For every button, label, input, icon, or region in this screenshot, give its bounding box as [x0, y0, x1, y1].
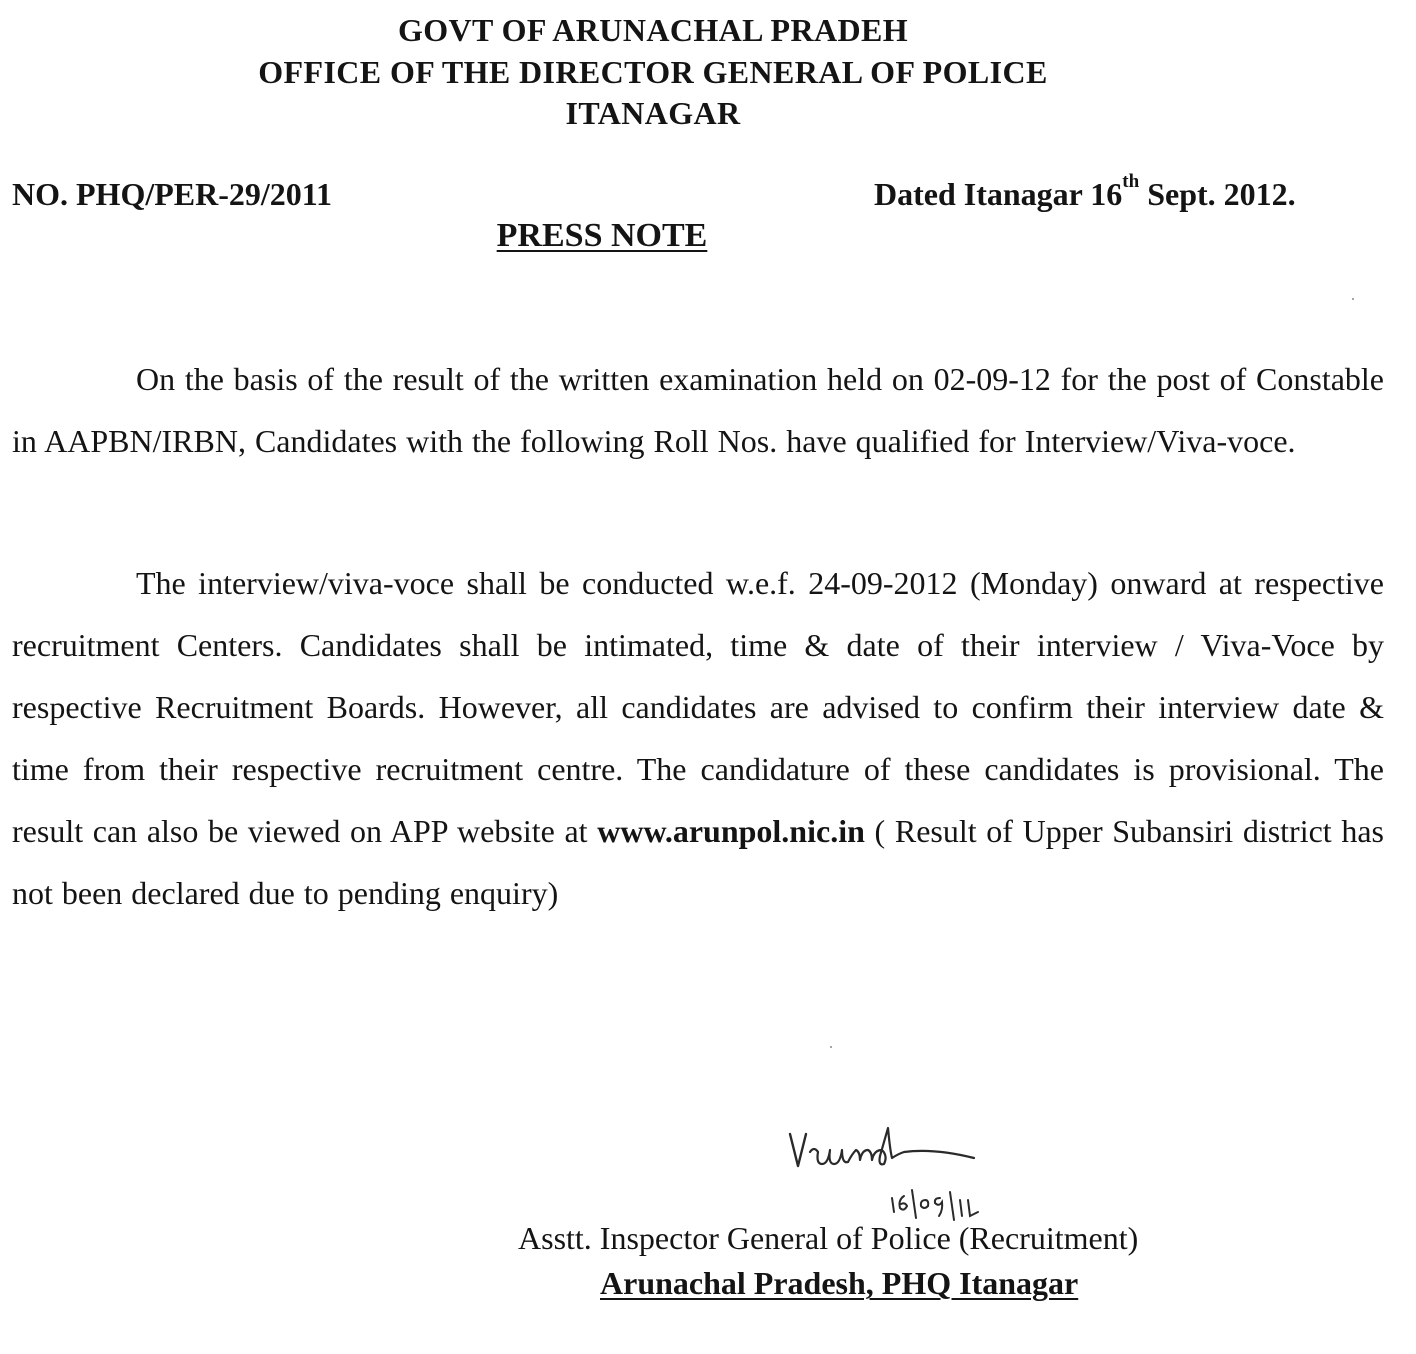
date-ordinal: th [1122, 171, 1140, 192]
paragraph-interview-text: The interview/viva-voce shall be conducted w.e.f. 24-09-2012 (Monday) onward at respective recruitment Centers. Candidates shall be intimated, time & date of their interview / Viva-Voce by respective Recruitment Boards. However, all candidates are advised to confirm their interview date & time from their respective recruitment centre. The candidature of these candidates is provisional. The result can also be viewed on APP website at [12, 565, 1384, 849]
header-govt: GOVT OF ARUNACHAL PRADEH [397, 12, 909, 48]
paragraph-result: On the basis of the result of the written examination held on 02-09-12 for the post of Constable in AAPBN/IRBN, Candidates with the following Roll Nos. have qualified for Interview/Viva-voce. [12, 361, 1384, 459]
signatory-organization: Arunachal Pradesh, PHQ Itanagar [600, 1265, 1079, 1301]
scan-speck [1352, 298, 1354, 300]
signatory-designation: Asstt. Inspector General of Police (Recruitment) [518, 1220, 1139, 1256]
paragraph-interview [12, 552, 1384, 924]
reference-number: NO. PHQ/PER-29/2011 [12, 176, 332, 212]
date-prefix: Dated Itanagar 16 [874, 176, 1123, 212]
header-city: ITANAGAR [565, 95, 741, 131]
paragraph-interview-note: ( Result of Upper Subansiri district has not been declared due to pending enquiry) [12, 813, 1385, 911]
press-note-title: PRESS NOTE [496, 217, 708, 254]
page-title [0, 219, 1204, 253]
header-office: OFFICE OF THE DIRECTOR GENERAL OF POLICE [258, 54, 1048, 90]
document-date [874, 171, 1296, 212]
scan-speck [830, 1046, 832, 1048]
website-link[interactable]: www.arunpol.nic.in [597, 813, 865, 849]
date-suffix: Sept. 2012. [1139, 176, 1296, 212]
